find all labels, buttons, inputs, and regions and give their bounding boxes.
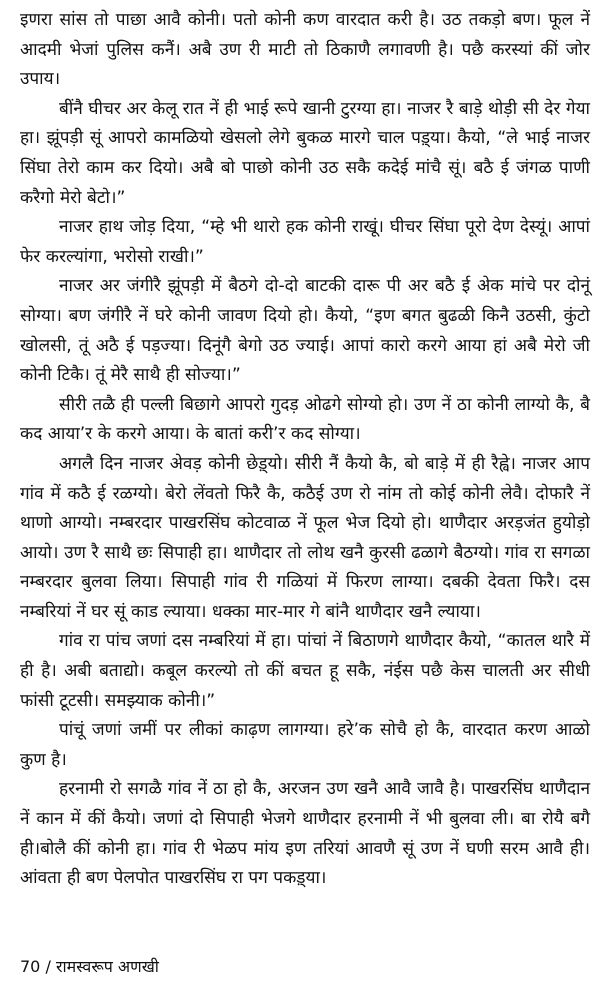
paragraph-8: पांचूं जणां जमीं पर लीकां काढ़ण लागग्या। हरे’क सोचै हो कै, वारदात करण आळो कुण है। xyxy=(20,720,590,770)
paragraph-6: अगलै दिन नाजर अेवड़ कोनी छेड़्यो। सीरी नैं कैयो कै, बो बाड़े में ही रैह्वे। नाजर आप गांव में कठै ई रळग्यो। बेरो लेंवतो फिरै कै, कठैई उण रो नांम तो कोई कोनी लेवै। दोफारै नें थाणो आग्यो। नम्बरदार पाखरसिंघ कोटवाळ नें फूल भेज दियो हो। थाणैदार अरड़जंत हुयोड़ो आयो। उण रै साथै छः सिपाही हा। थाणैदार तो लोथ खनै कुरसी ढळागे बैठग्यो। गांव रा सगळा नम्बरदार बुलवा लिया। सिपाही गांव री गळियां में फिरण लाग्या। दबकी देवता फिरै। दस नम्बरियां नें घर सूं काड ल्याया। धक्का मार-मार गे बांनै थाणैदार खनै ल्याया। xyxy=(20,453,590,622)
paragraph-4: नाजर अर जंगीरै झूंपड़ी में बैठगे दो-दो बाटकी दारू पी अर बठै ई अेक मांचे पर दोनूं सोग्या। बण जंगीरै नें घरे कोनी जावण दियो हो। कैयो, “इण बगत बुढळी किनै उठसी, कुंटो खोलसी, तूं अठै ई पड़ज्या। दिनूंगै बेगो उठ ज्याई। आपां कारो करगे आया हां अबै मेरो जी कोनी टिकै। तूं मेरै साथै ही सोज्या।” xyxy=(20,276,590,386)
paragraph-7: गांव रा पांच जणां दस नम्बरियां में हा। पांचां नें बिठाणगे थाणैदार कैयो, “कातल थारै में ही है। अबी बताद्यो। कबूल करल्यो तो कीं बचत हू सकै, नंईस पछै केस चालती अर सीधी फांसी टूटसी। समझ्याक कोनी।” xyxy=(20,631,590,711)
author-name: रामस्वरूप अणखी xyxy=(55,957,159,976)
paragraph-2: बींनै घीचर अर केलू रात नें ही भाई रूपे खानी टुरग्या हा। नाजर रै बाड़े थोड़ी सी देर गेया हा। झूंपड़ी सूं आपरो कामळियो खेसलो लेगे बुकळ मारगे चाल पड़्या। कैयो, “ले भाई नाजर सिंघा तेरो काम कर दियो। अबै बो पाछो कोनी उठ सकै कदेई मांचै सूं। बठै ई जंगळ पाणी करैगो मेरो बेटो।” xyxy=(20,98,590,208)
page-footer xyxy=(20,955,159,979)
paragraph-5: सीरी तळै ही पल्ली बिछागे आपरो गुदड़ ओढगे सोग्यो हो। उण नें ठा कोनी लाग्यो कै, बै कद आया’र के करगे आया। के बातां करी’र कद सोग्या। xyxy=(20,394,590,445)
paragraph-3: नाजर हाथ जोड़ दिया, “म्हे भी थारो हक कोनी राखूं। घीचर सिंघा पूरो देण देस्यूं। आपां फेर करल्यांगा, भरोसो राखी।” xyxy=(20,217,590,267)
page-body-text xyxy=(20,6,590,894)
paragraph-1: इणरा सांस तो पाछा आवै कोनी। पतो कोनी कण वारदात करी है। उठ तकड़ो बण। फूल नें आदमी भेजां पुलिस कनैं। अबै उण री माटी तो ठिकाणै लगावणी है। पछै करस्यां कीं जोर उपाय। xyxy=(20,10,590,90)
footer-separator: / xyxy=(45,957,51,976)
page-number: 70 xyxy=(20,957,41,976)
paragraph-9: हरनामी रो सगळै गांव नें ठा हो कै, अरजन उण खनै आवै जावै है। पाखरसिंघ थाणैदान नें कान में कीं कैयो। जणां दो सिपाही भेजगे थाणैदार हरनामी नें भी बुलवा ली। बा रोयै बगै ही।बोलै कीं कोनी हा। गांव री भेळप मांय इण तरियां आवणै सूं उण नें घणी सरम आवै ही। आंवता ही बण पेलपोत पाखरसिंघ रा पग पकड़्या। xyxy=(20,779,590,889)
